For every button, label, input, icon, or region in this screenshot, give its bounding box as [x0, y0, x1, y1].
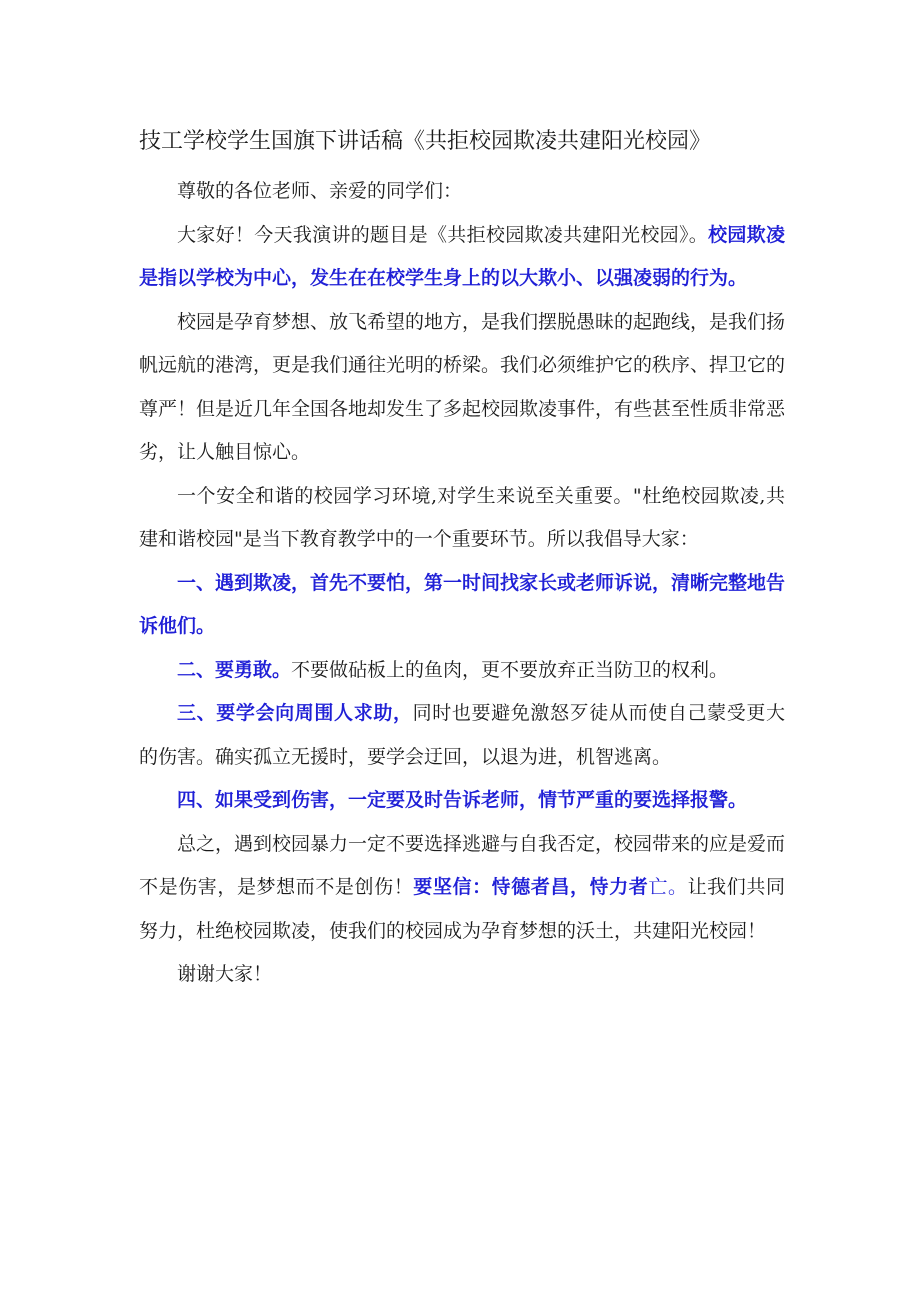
advice-item-3 — [139, 692, 785, 779]
paragraph-intro — [139, 214, 785, 301]
document-title: 技工学校学生国旗下讲话稿《共拒校园欺凌共建阳光校园》 — [139, 129, 712, 154]
conclusion-text-1: 总之，遇到校园暴力一定不要选择逃避与自我否定，校园带来的应是爱而不是伤害，是梦想而不是创伤！ — [139, 832, 786, 898]
advice-item-2-text: 不要做砧板上的鱼肉，更不要放弃正当防卫的权利。 — [291, 658, 729, 681]
advice-item-3-text: 同时也要避免激怒歹徒从而使自己蒙受更大的伤害。确实孤立无援时，要学会迂回，以退为进，机智逃离。 — [139, 702, 785, 768]
advice-item-2-heading: 二、要勇敢。 — [177, 658, 292, 681]
paragraph-campus: 校园是孕育梦想、放飞希望的地方，是我们摆脱愚昧的起跑线，是我们扬帆远航的港湾，更是我们通往光明的桥梁。我们必须维护它的秩序、捍卫它的尊严！但是近几年全国各地却发生了多起校园欺凌事件，有些甚至性质非常恶劣，让人触目惊心。 — [139, 310, 786, 463]
conclusion-motto: 要坚信：恃德者昌，恃力者 — [413, 876, 649, 898]
bullying-definition: 校园欺凌是指以学校为中心，发生在在校学生身上的以大欺小、以强凌弱的行为。 — [139, 223, 785, 289]
advice-item-1: 一、遇到欺凌，首先不要怕，第一时间找家长或老师诉说，清晰完整地告诉他们。 — [139, 571, 786, 637]
conclusion-text-2: 让我们共同努力，杜绝校园欺凌，使我们的校园成为孕育梦想的沃土，共建阳光校园！ — [139, 876, 785, 942]
paragraph-conclusion — [139, 823, 785, 954]
closing-thanks: 谢谢大家！ — [177, 963, 273, 985]
intro-text: 大家好！今天我演讲的题目是《共拒校园欺凌共建阳光校园》。 — [177, 223, 709, 246]
greeting: 尊敬的各位老师、亲爱的同学们： — [177, 180, 463, 202]
advice-item-3-heading: 三、要学会向周围人求助， — [177, 702, 413, 724]
advice-item-2 — [139, 649, 785, 693]
document-page — [139, 118, 785, 997]
paragraph-environment: 一个安全和谐的校园学习环境,对学生来说至关重要。"杜绝校园欺凌,共建和谐校园"是当下教育教学中的一个重要环节。所以我倡导大家： — [139, 484, 785, 550]
conclusion-motto-end: 亡。 — [648, 876, 688, 898]
advice-item-4: 四、如果受到伤害，一定要及时告诉老师，情节严重的要选择报警。 — [177, 789, 748, 811]
